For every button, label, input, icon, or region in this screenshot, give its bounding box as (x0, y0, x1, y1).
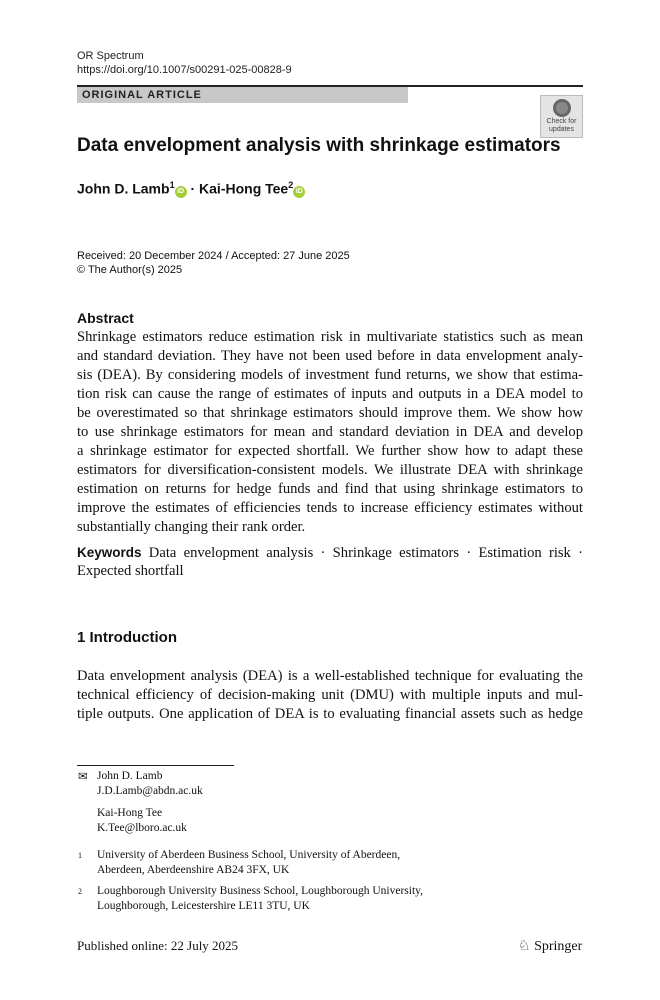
keywords-label: Keywords (77, 545, 142, 560)
journal-name: OR Spectrum (77, 50, 144, 62)
springer-horse-icon: ♘ (518, 939, 531, 954)
affiliation-mark: 1 (169, 180, 175, 190)
text-line: improve the estimates of efficiencies tends to increase efficiency estimates without (77, 500, 583, 516)
affiliation-number: 2 (78, 887, 82, 896)
text-line: a shrinkage estimator for expected shortfall. We further show how to adapt these (77, 443, 583, 459)
author-list (77, 180, 305, 198)
text-line: estimation on returns for hedge funds and find that using shrinkage estimators to (77, 481, 583, 497)
intro-text (77, 667, 583, 724)
bookmark-icon (553, 99, 571, 117)
check-for-updates-badge[interactable] (540, 95, 583, 138)
keywords-text: Expected shortfall (77, 563, 184, 579)
contact-email[interactable]: J.D.Lamb@abdn.ac.uk (97, 785, 203, 797)
corresponding-contacts (97, 769, 203, 836)
affiliation (97, 884, 423, 914)
affiliation-line: Aberdeen, Aberdeenshire AB24 3FX, UK (97, 864, 290, 876)
text-line: tiple outputs. One application of DEA is to evaluating financial assets such as hedge (77, 706, 583, 722)
badge-label: Check for updates (546, 118, 577, 133)
abstract-heading: Abstract (77, 310, 134, 326)
doi-link[interactable]: https://doi.org/10.1007/s00291-025-00828-9 (77, 64, 292, 76)
affiliation-line: Loughborough University Business School, Loughborough University, (97, 885, 424, 897)
text-line: sis (DEA). By considering models of investment fund returns, we show that estima- (77, 367, 583, 383)
orcid-icon[interactable]: iD (175, 186, 187, 198)
published-date: Published online: 22 July 2025 (77, 938, 239, 953)
springer-logo (518, 938, 582, 955)
author-separator: · (190, 180, 196, 197)
affiliation-mark: 2 (288, 180, 294, 190)
keywords (77, 543, 583, 581)
contact-email[interactable]: K.Tee@lboro.ac.uk (97, 822, 187, 834)
orcid-icon[interactable]: iD (293, 186, 305, 198)
text-line: Shrinkage estimators reduce estimation risk in multivariate statistics such as mean (77, 329, 583, 345)
text-line: tion risk can cause the range of estimates of inputs and outputs in a DEA model to (77, 386, 583, 402)
text-line: Data envelopment analysis (DEA) is a well-established technique for evaluating the (77, 668, 583, 684)
section-heading: 1 Introduction (77, 629, 177, 646)
contact-name: John D. Lamb (97, 770, 163, 782)
affiliation-line: University of Aberdeen Business School, University of Aberdeen, (97, 849, 401, 861)
article-type-banner: ORIGINAL ARTICLE (77, 87, 408, 103)
contact-name: Kai-Hong Tee (97, 807, 163, 819)
text-line: be overestimated so that shrinkage estimators should improve them. We show how (77, 405, 583, 421)
text-line: technical efficiency of decision-making unit (DMU) with multiple inputs and mul- (77, 687, 583, 703)
dates: Received: 20 December 2024 / Accepted: 27 June 2025 (77, 250, 350, 262)
author-name[interactable]: John D. Lamb (77, 180, 170, 197)
text-line: and standard deviation. They have not been used before in data envelopment analy- (77, 348, 583, 364)
affiliation (97, 848, 400, 878)
keywords-text: Data envelopment analysis · Shrinkage estimators · Estimation risk · (148, 545, 583, 561)
affiliation-line: Loughborough, Leicestershire LE11 3TU, UK (97, 900, 310, 912)
copyright: © The Author(s) 2025 (77, 264, 183, 276)
footnote-rule (77, 765, 234, 766)
text-line: estimators for diversification-consistent models. We illustrate DEA with shrinkage (77, 462, 583, 478)
author-name[interactable]: Kai-Hong Tee (199, 180, 289, 197)
publisher-name: Springer (534, 939, 583, 954)
text-line: to use shrinkage estimators for mean and standard deviation in DEA and develop (77, 424, 583, 440)
text-line: substantially changing their rank order. (77, 519, 306, 535)
envelope-icon: ✉ (78, 771, 88, 783)
affiliation-number: 1 (78, 851, 82, 860)
paper-title: Data envelopment analysis with shrinkage estimators (77, 135, 561, 156)
abstract-text (77, 328, 583, 537)
